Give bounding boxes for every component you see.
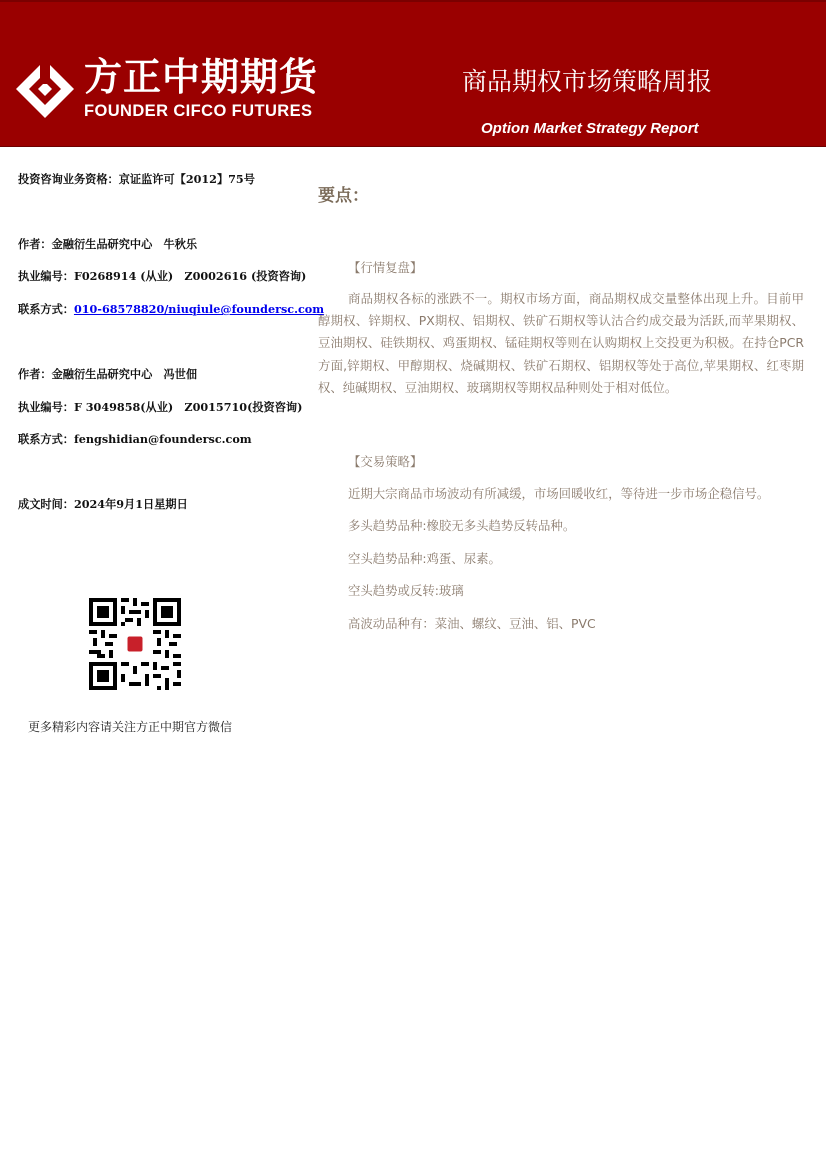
author2-line: 作者：金融衍生品研究中心 冯世佃 xyxy=(18,367,198,381)
logo-chinese-name: 方正中期期货 xyxy=(84,55,319,99)
author1-line: 作者：金融衍生品研究中心 牛秋乐 xyxy=(18,237,198,251)
contact2-line: 联系方式：fengshidian@foundersc.com xyxy=(18,432,252,446)
qr-caption: 更多精彩内容请关注方正中期官方微信 xyxy=(28,720,233,734)
key-points-title: 要点： xyxy=(318,186,369,206)
header-top-line xyxy=(0,0,826,2)
license2-line: 执业编号：F 3049858(从业) Z0015710(投资咨询) xyxy=(18,400,303,414)
contact1-line xyxy=(18,301,324,317)
date-line: 成文时间：2024年9月1日星期日 xyxy=(18,497,188,511)
strategy-line: 高波动品种有：菜油、螺纹、豆油、铝、PVC xyxy=(348,616,596,631)
header-banner xyxy=(0,0,826,147)
report-title-cn: 商品期权市场策略周报 xyxy=(462,67,713,96)
qualification-line: 投资咨询业务资格：京证监许可【2012】75号 xyxy=(18,172,255,186)
strategy-line: 空头趋势或反转:玻璃 xyxy=(348,583,464,598)
strategy-line: 多头趋势品种:橡胶无多头趋势反转品种。 xyxy=(348,518,576,533)
report-title-en: Option Market Strategy Report xyxy=(481,120,699,137)
strategy-line: 空头趋势品种:鸡蛋、尿素。 xyxy=(348,551,501,566)
contact1-label: 联系方式： xyxy=(18,302,74,316)
market-review-heading: 【行情复盘】 xyxy=(348,260,423,275)
strategy-heading: 【交易策略】 xyxy=(348,454,423,469)
strategy-line: 近期大宗商品市场波动有所减缓，市场回暖收红，等待进一步市场企稳信号。 xyxy=(348,486,770,501)
wechat-qr-code-icon xyxy=(89,598,181,690)
founder-logo-icon xyxy=(16,60,74,118)
market-review-paragraph: 商品期权各标的涨跌不一。期权市场方面，商品期权成交量整体出现上升。目前甲醇期权、锌期权、PX期权、铝期权、铁矿石期权等认沽合约成交最为活跃,而苹果期权、豆油期权、硅铁期权、鸡蛋期权、锰硅期权等则在认购期权上交投更为积极。在持仓PCR方面,锌期权、甲醇期权、烧碱期权、铁矿石期权、铝期权等处于高位,苹果期权、红枣期权、纯碱期权、豆油期权、玻璃期权等期权品种则处于相对低位。 xyxy=(318,291,804,395)
logo-english-name: FOUNDER CIFCO FUTURES xyxy=(84,102,313,120)
license1-line: 执业编号：F0268914 (从业) Z0002616 (投资咨询) xyxy=(18,269,307,283)
contact1-email-link[interactable]: 010-68578820/niuqiule@foundersc.com xyxy=(73,302,325,316)
